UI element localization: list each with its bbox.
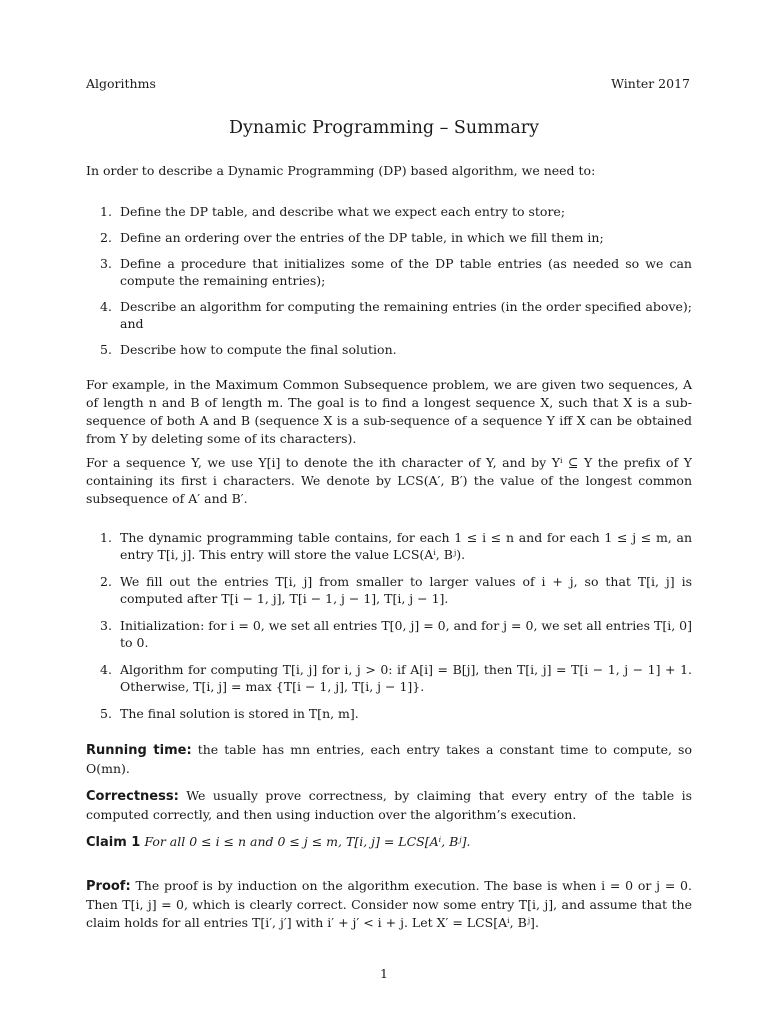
notation-paragraph: For a sequence Y, we use Y[i] to denote the ith character of Y, and by Yⁱ ⊆ Y the prefix of Y containing its first i characters. We denote by LCS(A′, B′) the value of the longest common subsequence of A′ and B′. (86, 455, 692, 506)
list-item-number: 2. (100, 574, 112, 589)
list-item-number: 5. (100, 706, 112, 721)
list-item-text: Describe an algorithm for computing the remaining entries (in the order specified above); and (120, 299, 692, 331)
proof-label: Proof: (86, 879, 131, 894)
intro-paragraph: In order to describe a Dynamic Programming (DP) based algorithm, we need to: (86, 163, 596, 178)
correctness-text: We usually prove correctness, by claiming that every entry of the table is computed correctly, and then using induction over the algorithm’s execution. (86, 788, 692, 822)
page-number: 1 (380, 966, 388, 981)
list-item (86, 661, 692, 695)
list-item (86, 341, 692, 358)
lcs-dp-list (86, 529, 692, 732)
correctness-label: Correctness: (86, 789, 179, 804)
example-paragraph: For example, in the Maximum Common Subsequence problem, we are given two sequences, A of length n and B of length m. The goal is to find a longest sequence X, such that X is a sub-sequence of both A and B (sequence X is a sub-sequence of a sequence Y iff X can be obtained from Y by deleting some of its characters). (86, 377, 692, 446)
list-item-number: 4. (100, 299, 112, 314)
list-item-text: Algorithm for computing T[i, j] for i, j > 0: if A[i] = B[j], then T[i, j] = T[i − 1, j − 1] + 1. Otherwise, T[i, j] = max {T[i − 1, j], T[i, j − 1]}. (120, 662, 692, 694)
claim-paragraph (86, 833, 692, 852)
header-course: Algorithms (86, 76, 156, 91)
correctness-paragraph (86, 787, 692, 824)
list-item (86, 298, 692, 332)
list-item-text: Initialization: for i = 0, we set all entries T[0, j] = 0, and for j = 0, we set all entries T[i, 0] to 0. (120, 618, 692, 650)
list-item-number: 5. (100, 342, 112, 357)
list-item-text: The dynamic programming table contains, for each 1 ≤ i ≤ n and for each 1 ≤ j ≤ m, an entry T[i, j]. This entry will store the value LCS(Aⁱ, Bʲ). (120, 530, 692, 562)
running-time-paragraph (86, 741, 692, 778)
claim-text: For all 0 ≤ i ≤ n and 0 ≤ j ≤ m, T[i, j] = LCS[Aⁱ, Bʲ]. (144, 834, 471, 849)
list-item-number: 3. (100, 618, 112, 633)
dp-recipe-list (86, 203, 692, 367)
list-item-number: 1. (100, 204, 112, 219)
list-item (86, 255, 692, 289)
list-item-number: 2. (100, 230, 112, 245)
page-title: Dynamic Programming – Summary (228, 118, 540, 138)
proof-paragraph (86, 877, 692, 932)
list-item (86, 529, 692, 563)
running-time-label: Running time: (86, 743, 192, 758)
list-item-number: 1. (100, 530, 112, 545)
list-item-text: Define a procedure that initializes some of the DP table entries (as needed so we can compute the remaining entries); (120, 256, 692, 288)
list-item-text: Define an ordering over the entries of the DP table, in which we fill them in; (120, 230, 604, 245)
list-item (86, 573, 692, 607)
proof-text: The proof is by induction on the algorithm execution. The base is when i = 0 or j = 0. Then T[i, j] = 0, which is clearly correct. Consider now some entry T[i, j], and assume that the claim holds for all entries T[i′, j′] with i′ + j′ < i + j. Let X′ = LCS[Aⁱ, Bʲ]. (86, 878, 692, 930)
list-item (86, 705, 692, 722)
list-item (86, 229, 692, 246)
list-item-text: Define the DP table, and describe what we expect each entry to store; (120, 204, 566, 219)
list-item (86, 203, 692, 220)
list-item-text: Describe how to compute the final solution. (120, 342, 397, 357)
list-item-text: We fill out the entries T[i, j] from smaller to larger values of i + j, so that T[i, j] is computed after T[i − 1, j], T[i − 1, j − 1], T[i, j − 1]. (120, 574, 692, 606)
claim-label: Claim 1 (86, 835, 141, 850)
list-item-number: 3. (100, 256, 112, 271)
running-time-text: the table has mn entries, each entry takes a constant time to compute, so O(mn). (86, 742, 692, 776)
header-term: Winter 2017 (611, 76, 690, 91)
list-item-text: The final solution is stored in T[n, m]. (120, 706, 359, 721)
list-item (86, 617, 692, 651)
list-item-number: 4. (100, 662, 112, 677)
